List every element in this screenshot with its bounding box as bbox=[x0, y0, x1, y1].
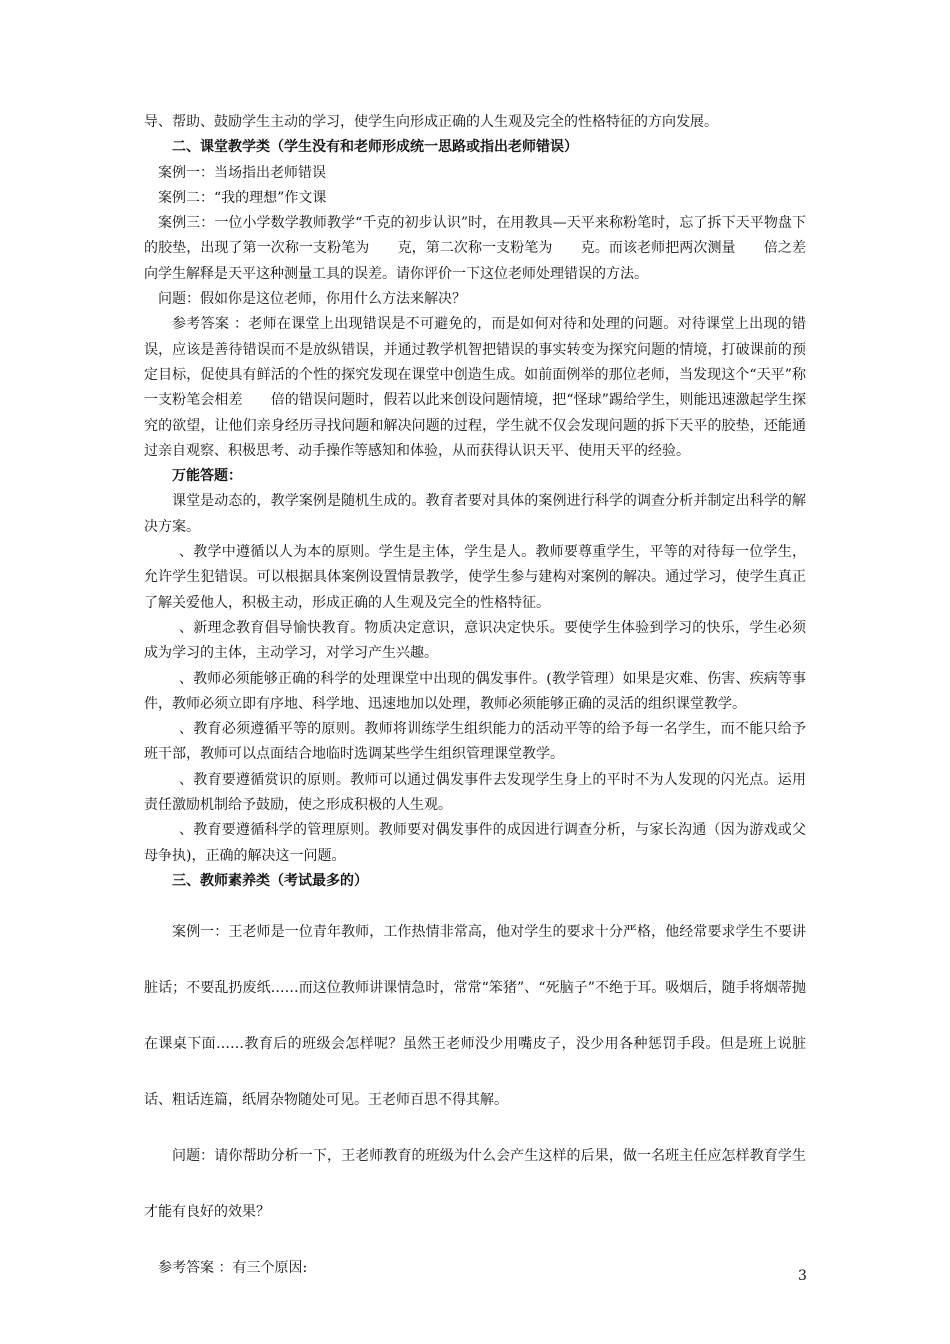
paragraph: 、教育必须遵循平等的原则。教师将训练学生组织能力的活动平等的给予每一名学生，而不能只给予班干部，教师可以点面结合地临时选调某些学生组织管理课堂教学。 bbox=[144, 721, 806, 763]
paragraph: 课堂是动态的，教学案例是随机生成的。教育者要对具体的案例进行科学的调查分析并制定出科学的解决方案。 bbox=[144, 493, 806, 535]
section-heading: 二、课堂教学类（学生没有和老师形成统一思路或指出老师错误） bbox=[172, 139, 578, 156]
paragraph: 参考答案 ：老师在课堂上出现错误是不可避免的，而是如何对待和处理的问题。对待课堂上出现的错误，应该是善待错误而不是放纵错误，并通过教学机智把错误的事实转变为探究问题的情境，打破课前的预定目标，促使具有鲜活的个性的探究发现在课堂中创造生成。如前面例举的那位老师，当发现这个“天平”称一支粉笔会相差 倍的错误问题时，假若以此来创设问题情境，把“怪球”踢给学生，则能迅速激起学生探究的欲望，让他们亲身经历寻找问题和解决问题的过程，学生就不仅会发现问题的拆下天平的胶垫，还能通过亲自观察、积极思考、动手操作等感知和体验，从而获得认识天平、使用天平的经验。 bbox=[144, 316, 806, 459]
document-body bbox=[144, 110, 806, 894]
section-heading: 万能答题： bbox=[172, 468, 242, 485]
page-number: 3 bbox=[798, 1268, 807, 1284]
paragraph: 问题：假如你是这位老师，你用什么方法来解决？ bbox=[158, 291, 466, 308]
paragraph: 、教师必须能够正确的科学的处理课堂中出现的偶发事件。(教学管理）如果是灾难、伤害、疾病等事件，教师必须立即有序地、科学地、迅速地加以处理，教师必须能够正确的灵活的组织课堂教学。 bbox=[144, 670, 806, 712]
paragraph: 导、帮助、鼓励学生主动的学习，使学生向形成正确的人生观及完全的性格特征的方向发展。 bbox=[144, 114, 718, 130]
paragraph: 案例二：“我的理想”作文课 bbox=[158, 189, 327, 206]
paragraph: 、教育要遵循科学的管理原则。教师要对偶发事件的成因进行调查分析，与家长沟通（因为游戏或父母争执)，正确的解决这一问题。 bbox=[144, 822, 806, 864]
paragraph: 案例一：当场指出老师错误 bbox=[158, 164, 326, 181]
section-heading: 三、教师素养类（考试最多的） bbox=[172, 872, 368, 889]
paragraph: 、教育要遵循赏识的原则。教师可以通过偶发事件去发现学生身上的平时不为人发现的闪光点。运用责任激励机制给予鼓励，使之形成积极的人生观。 bbox=[144, 771, 806, 814]
paragraph: 参考答案 ：有三个原因: bbox=[158, 1260, 308, 1277]
paragraph: 问题：请你帮助分析一下，王老师教育的班级为什么会产生这样的后果，做一名班主任应怎样教育学生才能有良好的效果？ bbox=[144, 1148, 806, 1221]
paragraph: 、新理念教育倡导愉快教育。物质决定意识，意识决定快乐。要使学生体验到学习的快乐，学生必须成为学习的主体，主动学习，对学习产生兴趣。 bbox=[144, 619, 806, 662]
paragraph: 、教学中遵循以人为本的原则。学生是主体，学生是人。教师要尊重学生，平等的对待每一位学生，允许学生犯错误。可以根据具体案例设置情景教学，使学生参与建构对案例的解决。通过学习，使学生真正了解关爱他人，积极主动，形成正确的人生观及完全的性格特征。 bbox=[144, 544, 806, 611]
document-page bbox=[144, 110, 806, 1296]
paragraph: 案例一：王老师是一位青年教师，工作热情非常高，他对学生的要求十分严格，他经常要求学生不要讲脏话；不要乱扔废纸……而这位教师讲课情急时，常常“笨猪”、“死脑子”不绝于耳。吸烟后，随手将烟蒂抛在课桌下面……教育后的班级会怎样呢？虽然王老师没少用嘴皮子，没少用各种惩罚手段。但是班上说脏话、粗话连篇，纸屑杂物随处可见。王老师百思不得其解。 bbox=[144, 924, 806, 1109]
paragraph: 案例三：一位小学数学教师教学“千克的初步认识”时，在用教具—天平来称粉笔时，忘了拆下天平物盘下的胶垫，出现了第一次称一支粉笔为 克，第二次称一支粉笔为 克。而该老师把两次测量 倍之差向学生解释是天平这种测量工具的误差。请你评价一下这位老师处理错误的方法。 bbox=[144, 215, 806, 282]
document-body-wide bbox=[144, 904, 806, 1296]
